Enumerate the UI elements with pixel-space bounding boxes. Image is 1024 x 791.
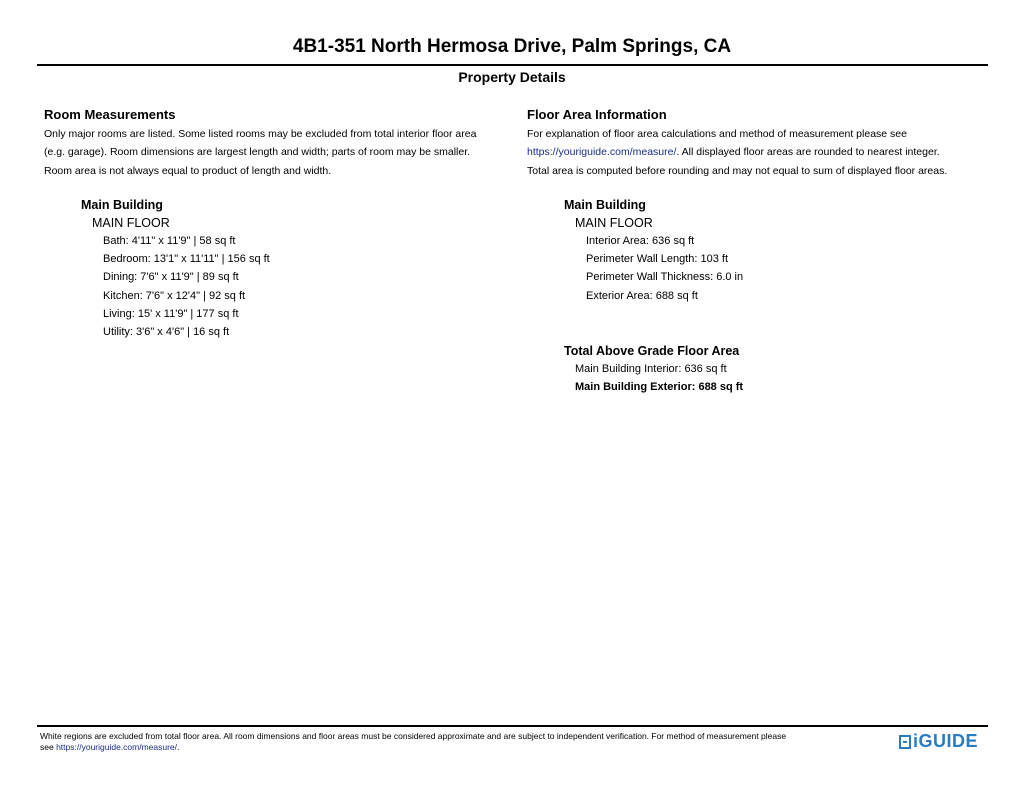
- area-item: Perimeter Wall Length: 103 ft: [586, 253, 729, 266]
- room-measurements-notes: [44, 125, 514, 180]
- room-item: Dining: 7'6" x 11'9" | 89 sq ft: [103, 271, 239, 284]
- area-item: Perimeter Wall Thickness: 6.0 in: [586, 271, 744, 284]
- footer-measure-link[interactable]: https://youriguide.com/measure/: [56, 742, 178, 752]
- note-line: For explanation of floor area calculations and method of measurement please see: [527, 128, 907, 140]
- floor-area-notes: [527, 125, 987, 180]
- building-heading: Main Building: [564, 197, 646, 212]
- total-exterior: Main Building Exterior: 688 sq ft: [575, 381, 744, 394]
- page-subtitle: Property Details: [458, 69, 566, 85]
- floor-label: MAIN FLOOR: [575, 215, 653, 230]
- room-item: Utility: 3'6" x 4'6" | 16 sq ft: [103, 326, 230, 339]
- note-line: https://youriguide.com/measure/. All displayed floor areas are rounded to nearest integer.: [527, 146, 940, 159]
- total-interior: Main Building Interior: 636 sq ft: [575, 363, 727, 376]
- footer-divider: [37, 725, 988, 727]
- note-line: Room area is not always equal to product of length and width.: [44, 164, 332, 177]
- iguide-logo: [899, 731, 978, 752]
- room-item: Living: 15' x 11'9" | 177 sq ft: [103, 308, 239, 321]
- room-item: Kitchen: 7'6" x 12'4" | 92 sq ft: [103, 289, 246, 302]
- room-item: Bedroom: 13'1" x 11'11" | 156 sq ft: [103, 253, 270, 266]
- room-measurements-heading: Room Measurements: [44, 107, 176, 122]
- note-line: Only major rooms are listed. Some listed rooms may be excluded from total interior floor area: [44, 128, 477, 140]
- footer-disclaimer: White regions are excluded from total floor area. All room dimensions and floor areas must be considered approximate and are subject to independent verification. For method of measurement please see https://youriguide.com/measure/.: [40, 731, 787, 752]
- building-heading: Main Building: [81, 197, 163, 212]
- floor-area-heading: Floor Area Information: [527, 107, 667, 122]
- note-line: (e.g. garage). Room dimensions are largest length and width; parts of room may be smaller.: [44, 146, 471, 159]
- total-area-heading: Total Above Grade Floor Area: [564, 344, 740, 359]
- iguide-logo-text: iGUIDE: [913, 731, 979, 751]
- area-item: Exterior Area: 688 sq ft: [586, 289, 698, 302]
- page-title: 4B1-351 North Hermosa Drive, Palm Springs, CA: [292, 36, 732, 57]
- header-divider: [37, 64, 988, 66]
- iguide-logo-icon: [899, 735, 911, 749]
- floor-area-section: [527, 106, 987, 397]
- note-line: Total area is computed before rounding and may not equal to sum of displayed floor areas.: [527, 164, 948, 177]
- floor-label: MAIN FLOOR: [92, 215, 170, 230]
- measure-link[interactable]: https://youriguide.com/measure/: [527, 146, 677, 159]
- room-item: Bath: 4'11" x 11'9" | 58 sq ft: [103, 234, 236, 247]
- room-measurements-section: [44, 106, 514, 342]
- area-item: Interior Area: 636 sq ft: [586, 234, 695, 247]
